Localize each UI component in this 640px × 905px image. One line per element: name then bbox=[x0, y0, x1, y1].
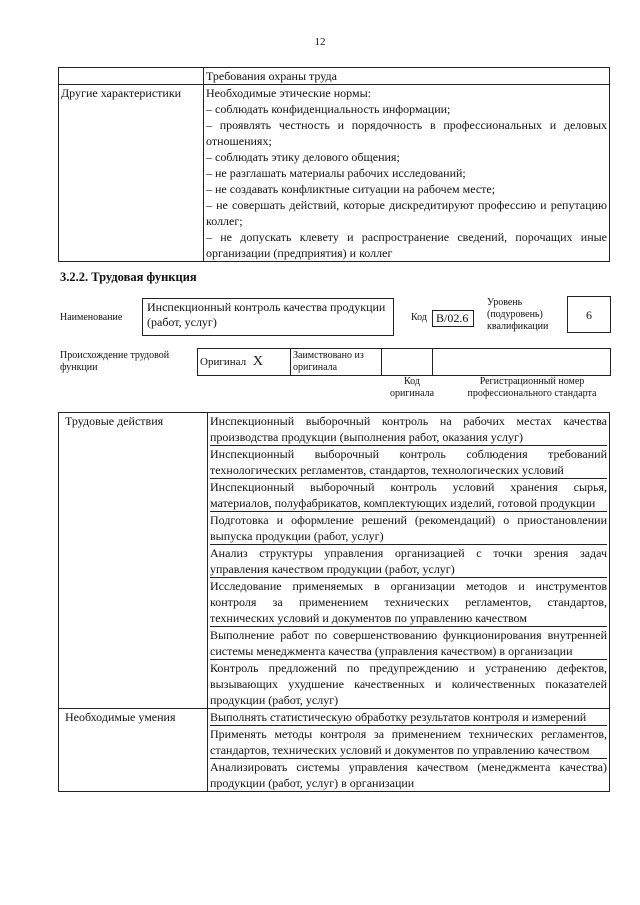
table-row bbox=[59, 709, 610, 792]
table-cell-empty bbox=[59, 68, 204, 85]
name-label: Наименование bbox=[60, 312, 123, 323]
list-item: Инспекционный выборочный контроль условий хранения сырья, материалов, полуфабрикатов, комплектующих изделий, готовой продукции bbox=[210, 480, 607, 510]
original-mark: X bbox=[252, 354, 263, 369]
list-item: – соблюдать этику делового общения; bbox=[206, 150, 400, 164]
list-item: Необходимые этические нормы: bbox=[206, 86, 371, 100]
list-item: – не разглашать материалы рабочих исследований; bbox=[206, 166, 466, 180]
required-skills-label: Необходимые умения bbox=[59, 709, 208, 792]
page-number: 12 bbox=[314, 36, 326, 48]
list-item: Выполнение работ по совершенствованию функционирования внутренней системы менеджмента качества (управления качеством) в организации bbox=[210, 628, 607, 658]
labor-actions-cell bbox=[208, 413, 610, 709]
table-row bbox=[59, 85, 610, 262]
list-item: Инспекционный выборочный контроль на рабочих местах качества производства продукции (выполнения работ, оказания услуг) bbox=[210, 414, 607, 444]
other-characteristics-label: Другие характеристики bbox=[59, 85, 204, 262]
list-item: Подготовка и оформление решений (рекомендаций) о приостановлении выпуска продукции (работ, услуг) bbox=[210, 513, 607, 543]
original-label: Оригинал bbox=[200, 356, 247, 368]
original-code-cell bbox=[382, 349, 433, 376]
ethics-norms-cell bbox=[204, 85, 610, 262]
level-value-box: 6 bbox=[567, 296, 611, 333]
other-characteristics-table bbox=[58, 67, 610, 262]
list-item: Применять методы контроля за применением технических регламентов, стандартов, технических условий и документов по управлению качеством bbox=[210, 727, 607, 757]
list-item: – не создавать конфликтные ситуации на рабочем месте; bbox=[206, 182, 496, 196]
table-row bbox=[198, 349, 611, 376]
code-original-caption: Код оригинала bbox=[389, 376, 435, 399]
list-item: – не совершать действий, которые дискредитируют профессию и репутацию коллег; bbox=[206, 198, 607, 228]
labor-safety-cell: Требования охраны труда bbox=[204, 68, 610, 85]
table-row bbox=[59, 68, 610, 85]
list-item: Выполнять статистическую обработку результатов контроля и измерений bbox=[210, 709, 607, 726]
list-item: Анализ структуры управления организацией с точки зрения задач управления качеством продукции (работ, услуг) bbox=[210, 546, 607, 576]
code-value-box: В/02.6 bbox=[432, 310, 474, 327]
reg-number-cell bbox=[433, 349, 611, 376]
list-item: Анализировать системы управления качеством (менеджмента качества) продукции (работ, услуг) в организации bbox=[210, 760, 607, 790]
required-skills-cell bbox=[208, 709, 610, 792]
labor-function-table bbox=[58, 412, 610, 792]
code-label: Код bbox=[411, 312, 427, 323]
list-item: – соблюдать конфиденциальность информации; bbox=[206, 102, 451, 116]
borrowed-cell: Заимствовано из оригинала bbox=[291, 349, 382, 376]
list-item: Контроль предложений по предупреждению и устранению дефектов, вызывающих ухудшение качественных и количественных показателей продукции (работ, услуг) bbox=[210, 661, 607, 707]
list-item: Исследование применяемых в организации методов и инструментов контроля за применением технических регламентов, стандартов, технических условий и документов по управлению качеством bbox=[210, 579, 607, 625]
level-label: Уровень (подуровень) квалификации bbox=[487, 297, 549, 332]
labor-actions-label: Трудовые действия bbox=[59, 413, 208, 709]
function-name-box: Инспекционный контроль качества продукции (работ, услуг) bbox=[142, 298, 394, 336]
reg-number-caption: Регистрационный номер профессионального стандарта bbox=[467, 376, 597, 399]
section-heading: 3.2.2. Трудовая функция bbox=[60, 270, 197, 284]
list-item: – проявлять честность и порядочность в профессиональных и деловых отношениях; bbox=[206, 118, 607, 148]
list-item: Инспекционный выборочный контроль соблюдения требований технологических регламентов, стандартов, технологических условий bbox=[210, 447, 607, 477]
origin-table bbox=[197, 348, 611, 376]
origin-label: Происхождение трудовой функции bbox=[60, 350, 170, 373]
original-cell bbox=[198, 349, 291, 376]
table-row bbox=[59, 413, 610, 709]
list-item: – не допускать клевету и распространение сведений, порочащих иные организации (предприятия) и коллег bbox=[206, 230, 607, 260]
